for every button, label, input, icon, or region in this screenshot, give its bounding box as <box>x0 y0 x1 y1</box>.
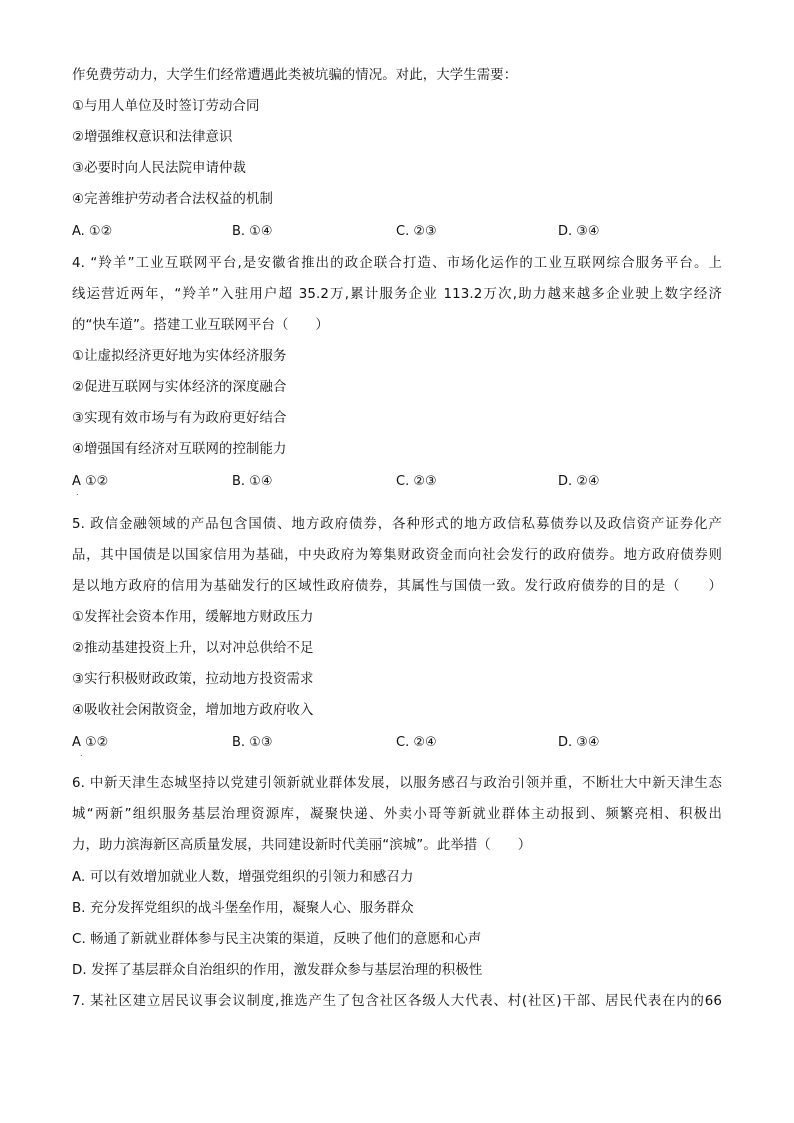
q4-options <box>72 472 722 492</box>
q5-option-c: C. ②④ <box>396 735 437 750</box>
q4-option-a: A ①② <box>72 474 109 489</box>
q5-stem-line-2: 品，其中国债是以国家信用为基础，中央政府为筹集财政资金而向社会发行的政府债券。地方政府债券则 <box>72 548 722 563</box>
q6-option-b: B. 充分发挥党组织的战斗堡垒作用，凝聚人心、服务群众 <box>72 901 414 916</box>
q3-option-b: B. ①④ <box>232 224 273 239</box>
q6-stem-line-3: 力，助力滨海新区高质量发展，共同建设新时代美丽“滨城”。此举措（ ） <box>72 838 532 853</box>
q4-option-c: C. ②③ <box>396 474 437 489</box>
q6-option-a: A. 可以有效增加就业人数，增强党组织的引领力和感召力 <box>72 870 414 885</box>
q4-item-3: ③实现有效市场与有为政府更好结合 <box>72 411 287 426</box>
q3-stem-tail: 作免费劳动力，大学生们经常遭遇此类被坑骗的情况。对此，大学生需要： <box>72 68 518 83</box>
q5-stem-line-1: 5. 政信金融领域的产品包含国债、地方政府债券，各种形式的地方政信私募债券以及政信资产证券化产 <box>72 517 722 532</box>
q3-options <box>72 222 722 242</box>
q4-item-1: ①让虚拟经济更好地为实体经济服务 <box>72 349 287 364</box>
q3-option-c: C. ②③ <box>396 224 437 239</box>
q4-item-4: ④增强国有经济对互联网的控制能力 <box>72 442 287 457</box>
q5-option-d: D. ③④ <box>558 735 600 750</box>
q3-item-4: ④完善维护劳动者合法权益的机制 <box>72 192 273 207</box>
q4-stem-line-2: 线运营近两年，“羚羊”入驻用户超 35.2万,累计服务企业 113.2万次,助力越来越多企业驶上数字经济 <box>72 287 722 302</box>
q5-options <box>72 733 722 753</box>
q5-item-3: ③实行积极财政政策，拉动地方投资需求 <box>72 672 314 687</box>
q4-stem-line-1: 4. “羚羊”工业互联网平台,是安徽省推出的政企联合打造、市场化运作的工业互联网综合服务平台。上 <box>72 256 722 271</box>
q3-item-2: ②增强维权意识和法律意识 <box>72 130 233 145</box>
q3-option-d: D. ③④ <box>558 224 600 239</box>
q4-option-b: B. ①④ <box>232 474 273 489</box>
q3-item-3: ③必要时向人民法院申请仲裁 <box>72 161 246 176</box>
q5-option-a: A ①② <box>72 735 109 750</box>
q6-option-d: D. 发挥了基层群众自治组织的作用，激发群众参与基层治理的积极性 <box>72 963 483 978</box>
q3-item-1: ①与用人单位及时签订劳动合同 <box>72 99 260 114</box>
q4-stem-line-3: 的“快车道”。搭建工业互联网平台（ ） <box>72 318 329 333</box>
q4-item-2: ②促进互联网与实体经济的深度融合 <box>72 380 287 395</box>
q6-stem-line-2: 城“两新”组织服务基层治理资源库，凝聚快递、外卖小哥等新就业群体主动报到、频繁亮相、积极出 <box>72 807 722 822</box>
q7-stem-line-1: 7. 某社区建立居民议事会议制度,推选产生了包含社区各级人大代表、村(社区)干部、居民代表在内的66 <box>72 994 722 1009</box>
q6-stem-line-1: 6. 中新天津生态城坚持以党建引领新就业群体发展，以服务感召与政治引领并重，不断壮大中新天津生态 <box>72 776 722 791</box>
q5-stem-line-3: 是以地方政府的信用为基础发行的区域性政府债券，其属性与国债一致。发行政府债券的目的是（ ） <box>72 579 722 594</box>
q4-option-d: D. ②④ <box>558 474 600 489</box>
q5-option-b: B. ①③ <box>232 735 273 750</box>
stray-dot-mark: . <box>80 749 83 758</box>
q5-item-2: ②推动基建投资上升，以对冲总供给不足 <box>72 641 314 656</box>
q6-option-c: C. 畅通了新就业群体参与民主决策的渠道，反映了他们的意愿和心声 <box>72 932 482 947</box>
q5-item-1: ①发挥社会资本作用，缓解地方财政压力 <box>72 610 314 625</box>
stray-dot-mark: . <box>76 488 79 497</box>
q3-option-a: A. ①② <box>72 224 113 239</box>
q5-item-4: ④吸收社会闲散资金，增加地方政府收入 <box>72 703 314 718</box>
